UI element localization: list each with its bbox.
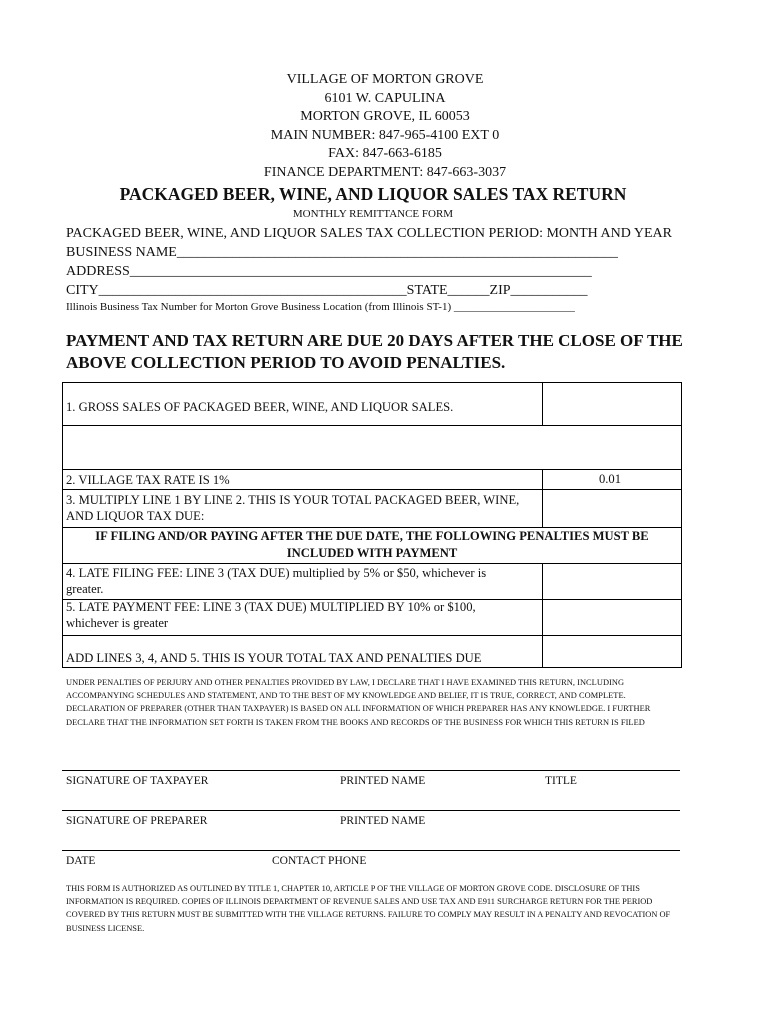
- printed-name-label: PRINTED NAME: [340, 775, 426, 787]
- finance-number: FINANCE DEPARTMENT: 847-663-3037: [263, 164, 507, 180]
- line1-label: 1. GROSS SALES OF PACKAGED BEER, WINE, AND LIQUOR SALES.: [66, 400, 454, 414]
- business-fields: [66, 224, 678, 300]
- signature-line-taxpayer[interactable]: [62, 770, 680, 771]
- penalty-warning: IF FILING AND/OR PAYING AFTER THE DUE DATE, THE FOLLOWING PENALTIES MUST BE INCLUDED WITH PAYMENT: [95, 529, 649, 560]
- line3-label: 3. MULTIPLY LINE 1 BY LINE 2. THIS IS YOUR TOTAL PACKAGED BEER, WINE, AND LIQUOR TAX DUE:: [66, 493, 520, 523]
- declaration-text: UNDER PENALTIES OF PERJURY AND OTHER PENALTIES PROVIDED BY LAW, I DECLARE THAT I HAVE EXAMINED THIS RETURN, INCLUDING ACCOMPANYING SCHEDULES AND STATEMENT, AND TO THE BEST OF MY KNOWLEDGE AND BELIEF, IT IS TRUE, CORRECT, AND COMPLETE. DECLARATION OF PREPARER (OTHER THAN TAXPAYER) IS BASED ON ALL INFORMATION OF WHICH PREPARER HAS ANY KNOWLEDGE. I FURTHER DECLARE THAT THE INFORMATION SET FORTH IS TAKEN FROM THE BOOKS AND RECORDS OF THE BUSINESS FOR WHICH THIS RETURN IS FILED: [66, 678, 651, 727]
- line5-input[interactable]: [542, 599, 681, 635]
- due-notice: PAYMENT AND TAX RETURN ARE DUE 20 DAYS AFTER THE CLOSE OF THE ABOVE COLLECTION PERIOD TO AVOID PENALTIES.: [66, 331, 683, 372]
- main-number: MAIN NUMBER: 847-965-4100 EXT 0: [270, 127, 500, 143]
- line2-label: 2. VILLAGE TAX RATE IS 1%: [66, 473, 230, 487]
- line4-label: 4. LATE FILING FEE: LINE 3 (TAX DUE) multiplied by 5% or $50, whichever is greater.: [66, 566, 487, 596]
- line2-value: 0.01: [598, 472, 621, 486]
- signature-preparer-label: SIGNATURE OF PREPARER: [66, 815, 208, 827]
- form-title: PACKAGED BEER, WINE, AND LIQUOR SALES TAX RETURN: [119, 184, 627, 204]
- printed-name-label-2: PRINTED NAME: [340, 815, 426, 827]
- title-label: TITLE: [545, 775, 577, 787]
- form-subtitle: MONTHLY REMITTANCE FORM: [292, 208, 454, 220]
- total-input[interactable]: [542, 635, 681, 667]
- org-street: 6101 W. CAPULINA: [324, 90, 446, 106]
- tax-table: [62, 382, 682, 668]
- contact-phone-label: CONTACT PHONE: [272, 855, 367, 867]
- line3-input[interactable]: [542, 489, 681, 527]
- org-name: VILLAGE OF MORTON GROVE: [286, 72, 484, 87]
- divider: [63, 425, 681, 426]
- address-field[interactable]: ADDRESS__________________________________________________________________: [66, 264, 592, 279]
- org-city: MORTON GROVE, IL 60053: [300, 109, 470, 125]
- signature-taxpayer-label: SIGNATURE OF TAXPAYER: [66, 775, 209, 787]
- fax-number: FAX: 847-663-6185: [328, 146, 442, 162]
- collection-period-field[interactable]: PACKAGED BEER, WINE, AND LIQUOR SALES TAX COLLECTION PERIOD: MONTH AND YEAR: [66, 226, 672, 241]
- total-label: ADD LINES 3, 4, AND 5. THIS IS YOUR TOTAL TAX AND PENALTIES DUE: [66, 651, 482, 665]
- tax-number-field[interactable]: Illinois Business Tax Number for Morton Grove Business Location (from Illinois ST-1) ______________________: [66, 301, 575, 313]
- signature-line-preparer[interactable]: [62, 810, 680, 811]
- city-state-zip-field[interactable]: CITY____________________________________________STATE______ZIP___________: [66, 283, 588, 298]
- line1-input[interactable]: [542, 383, 681, 425]
- line4-input[interactable]: [542, 563, 681, 599]
- footer-text: THIS FORM IS AUTHORIZED AS OUTLINED BY TITLE 1, CHAPTER 10, ARTICLE P OF THE VILLAGE OF MORTON GROVE CODE. DISCLOSURE OF THIS INFORMATION IS REQUIRED. COPIES OF ILLINOIS DEPARTMENT OF REVENUE SALES AND USE TAX AND E911 SURCHARGE RETURN FOR THE PERIOD COVERED BY THIS RETURN MUST BE SUBMITTED WITH THE VILLAGE RETURNS. FAILURE TO COMPLY MAY RESULT IN A PENALTY AND REVOCATION OF BUSINESS LICENSE.: [66, 884, 671, 933]
- business-name-field[interactable]: BUSINESS NAME_______________________________________________________________: [66, 245, 618, 260]
- date-phone-line[interactable]: [62, 850, 680, 851]
- date-label: DATE: [66, 855, 96, 867]
- letterhead: [0, 71, 770, 183]
- line5-label: 5. LATE PAYMENT FEE: LINE 3 (TAX DUE) MULTIPLIED BY 10% or $100, whichever is greater: [66, 600, 476, 630]
